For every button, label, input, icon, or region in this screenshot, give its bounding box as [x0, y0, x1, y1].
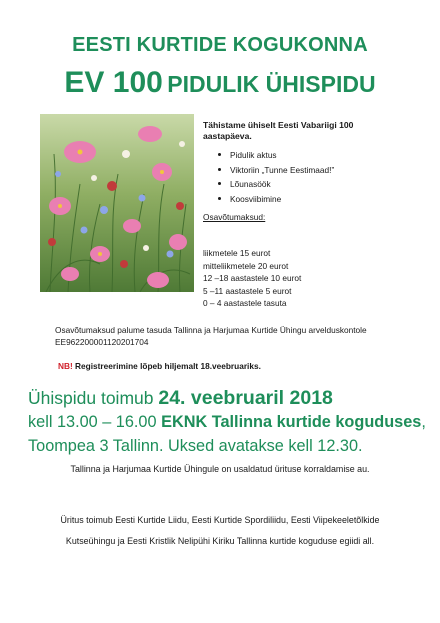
fees-list	[203, 248, 301, 311]
list-item: Koosviibimine	[218, 194, 334, 209]
list-item: 12 –18 aastastele 10 eurot	[203, 273, 302, 283]
payment-info: Osavõtumaksud palume tasuda Tallinna ja Harjumaa Kurtide Ühingu arvelduskontole EE962200001120201704	[55, 325, 367, 347]
event-time-line	[28, 413, 426, 432]
wildflower-meadow-photo	[40, 114, 194, 292]
list-item: 5 –11 aastastele 5 eurot	[203, 285, 292, 296]
event-venue: EKNK Tallinna kurtide koguduses	[161, 413, 422, 431]
list-item: liikmetele 15 eurot	[203, 248, 271, 258]
deadline-text: Registreerimine lõpeb hiljemalt 18.veebruariks.	[72, 361, 261, 371]
registration-deadline	[58, 361, 261, 371]
event-date-prefix: Ühispidu toimub	[28, 388, 159, 408]
event-date-line	[28, 387, 333, 410]
organizers-text: Üritus toimub Eesti Kurtide Liidu, Eesti Kurtide Spordiliidu, Eesti Viipekeeletõlkide Kutseühingu ja Eesti Kristlik Nelipühi Kiriku Tallinna kurtide koguduse egiidi all.	[60, 515, 380, 546]
event-venue-suffix: ,	[421, 413, 426, 431]
event-address-line: Toompea 3 Tallinn. Uksed avatakse kell 12.30.	[28, 437, 363, 455]
nb-label: NB!	[58, 361, 73, 371]
list-item: Lõunasöök	[218, 179, 334, 194]
page-subtitle	[0, 66, 440, 100]
program-list	[218, 150, 334, 208]
list-item: Pidulik aktus	[218, 150, 334, 165]
fees-heading: Osavõtumaksud:	[203, 212, 266, 222]
event-time: kell 13.00 – 16.00	[28, 413, 162, 431]
subtitle-ev100: EV 100	[64, 66, 163, 99]
page-title: EESTI KURTIDE KOGUKONNA	[72, 34, 368, 56]
event-date: 24. veebruaril 2018	[158, 387, 333, 409]
subtitle-event: PIDULIK ÜHISPIDU	[167, 71, 376, 97]
list-item: mitteliikmetele 20 eurot	[203, 260, 289, 271]
intro-text: Tähistame ühiselt Eesti Vabariigi 100 aastapäeva.	[203, 120, 354, 141]
list-item: Viktoriin „Tunne Eestimaad!”	[218, 165, 334, 180]
list-item: 0 – 4 aastastele tasuta	[203, 298, 287, 308]
organizer-notice: Tallinna ja Harjumaa Kurtide Ühingule on usaldatud ürituse korraldamise au.	[70, 464, 370, 474]
